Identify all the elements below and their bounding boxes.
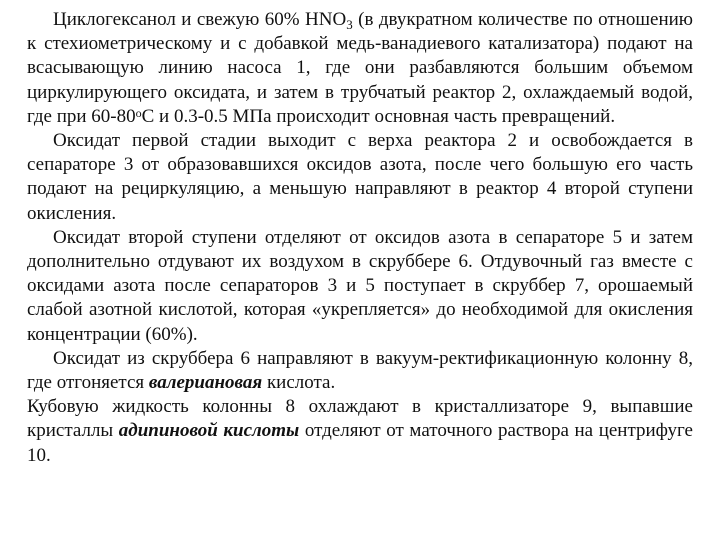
paragraph-1-text-b: (в двукратном количестве по отношению к стехиометрическому и с добавкой медь-ванадиевого катализатора) подают на всасывающую линию насоса 1, где они разбавляются большим объемом циркулирующего оксидата, и затем в трубчатый реактор 2, охлаждаемый водой, где при 60-80 [27, 9, 694, 127]
degree-superscript: о [135, 105, 142, 120]
adipic-acid-term: адипиновой кислоты [118, 420, 300, 442]
paragraph-4 [27, 347, 693, 395]
paragraph-1 [27, 8, 693, 129]
paragraph-4-text-b: кислота. [262, 372, 336, 394]
paragraph-5 [27, 395, 693, 468]
paragraph-4-text-a: Оксидат из скруббера 6 направляют в вакуум-ректификационную колонну 8, где отгоняется [27, 347, 693, 394]
paragraph-5-text-b: отделяют от маточного раствора на центрифуге 10. [27, 420, 693, 466]
paragraph-1-text-c: С и 0.3-0.5 МПа происходит основная часть превращений. [141, 105, 616, 127]
subscript-3: 3 [346, 17, 353, 32]
document-body [27, 8, 693, 468]
valeric-acid-term: валериановая [148, 372, 263, 394]
paragraph-1-text-a: Циклогексанол и свежую 60% HNO [53, 9, 347, 30]
paragraph-3: Оксидат второй ступени отделяют от оксидов азота в сепараторе 5 и затем дополнительно отдувают их воздухом в скруббере 6. Отдувочный газ вместе с оксидами азота после сепараторов 3 и 5 поступает в скруббер 7, орошаемый слабой азотной кислотой, которая «укрепляется» до необходимой для окисления концентрации (60%). [27, 226, 693, 345]
paragraph-5-text-a: Кубовую жидкость колонны 8 охлаждают в кристаллизаторе 9, выпавшие кристаллы [27, 396, 693, 442]
paragraph-2: Оксидат первой стадии выходит с верха реактора 2 и освобождается в сепараторе 3 от образовавшихся оксидов азота, после чего большую его часть подают на рециркуляцию, а меньшую направляют в реактор 4 второй ступени окисления. [27, 130, 693, 224]
